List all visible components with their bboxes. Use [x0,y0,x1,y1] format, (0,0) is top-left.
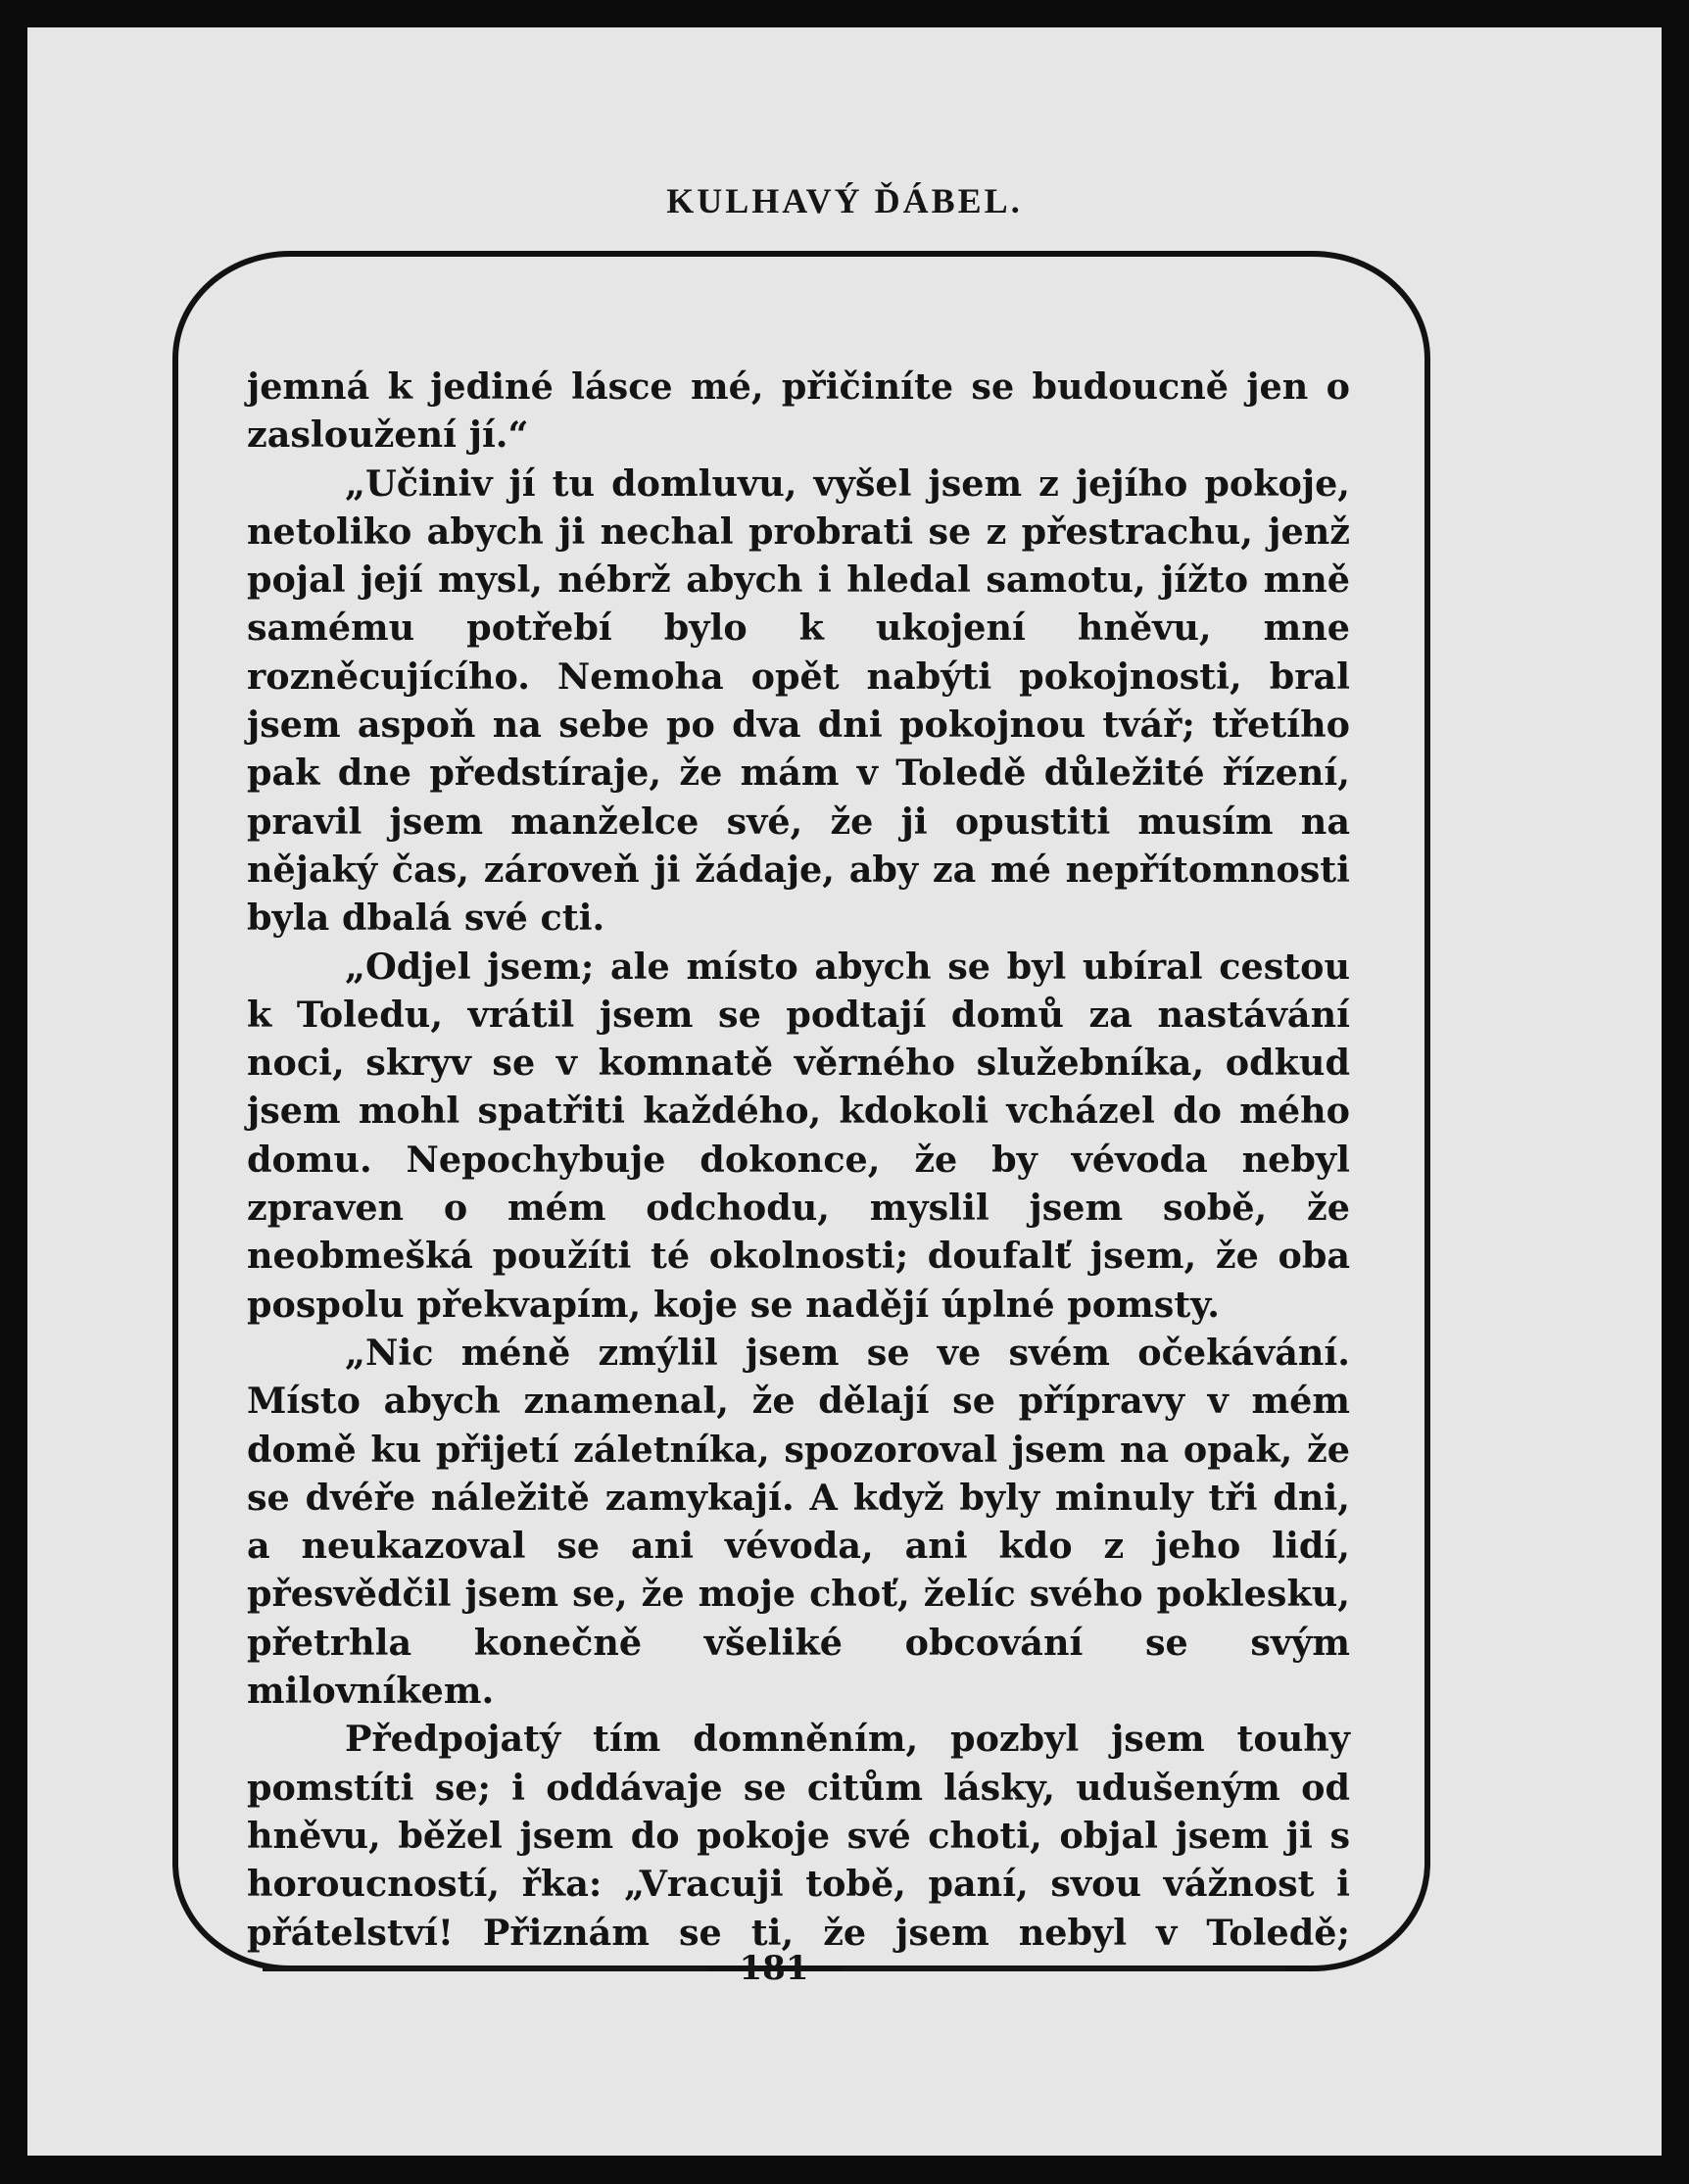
page-number: 181 [739,1949,809,1988]
page-footer [145,1944,1403,1993]
paragraph: „Odjel jsem; ale místo abych se byl ubíral cestou k Toledu, vrátil jsem se podtají domů za nastávání noci, skryv se v komnatě věrného služebníka, odkud jsem mohl spatřiti každého, kdokoli vcházel do mého domu. Nepochybuje dokonce, že by vévoda nebyl zpraven o mém odchodu, myslil jsem sobě, že neobmešká použíti té okolnosti; doufalť jsem, že oba pospolu překvapím, koje se nadějí úplné pomsty. [247,945,1350,1326]
body-text [247,363,1350,1957]
paragraph: Předpojatý tím domněním, pozbyl jsem touhy pomstíti se; i oddávaje se citům lásky, udušeným od hněvu, běžel jsem do pokoje své choti, objal jsem ji s horoucností, řka: „Vracuji tobě, paní, svou vážnost i přátelství! Přiznám se ti, že jsem nebyl v Toledě; [247,1718,1350,1954]
running-head: KULHAVÝ ĎÁBEL. [666,181,1023,220]
book-page [27,27,1662,2156]
paragraph: „Učiniv jí tu domluvu, vyšel jsem z jejího pokoje, netoliko abych ji nechal probrati se z přestrachu, jenž pojal její mysl, nébrž abych i hledal samotu, jížto mně samému potřebí bylo k ukojení hněvu, mne rozněcujícího. Nemoha opět nabýti pokojnosti, bral jsem aspoň na sebe po dva dni pokojnou tvář; třetího pak dne předstíraje, že mám v Toledě důležité řízení, pravil jsem manželce své, že ji opustiti musím na nějaký čas, zároveň ji žádaje, aby za mé nepřítomnosti byla dbalá své cti. [247,461,1350,940]
footer-rule-right [841,1966,1286,1971]
paragraph: „Nic méně zmýlil jsem se ve svém očekávání. Místo abych znamenal, že dělají se přípravy v mém domě ku přijetí záletníka, spozoroval jsem na opak, že se dvéře náležitě zamykají. A když byly minuly tři dni, a neukazoval se ani vévoda, ani kdo z jeho lidí, přesvědčil jsem se, že moje choť, želíc svého poklesku, přetrhla konečně všeliké obcování se svým milovníkem. [247,1331,1350,1713]
paragraph: jemná k jediné lásce mé, přičiníte se budoucně jen o zasloužení jí.“ [247,365,1350,457]
footer-rule-left [263,1966,708,1971]
